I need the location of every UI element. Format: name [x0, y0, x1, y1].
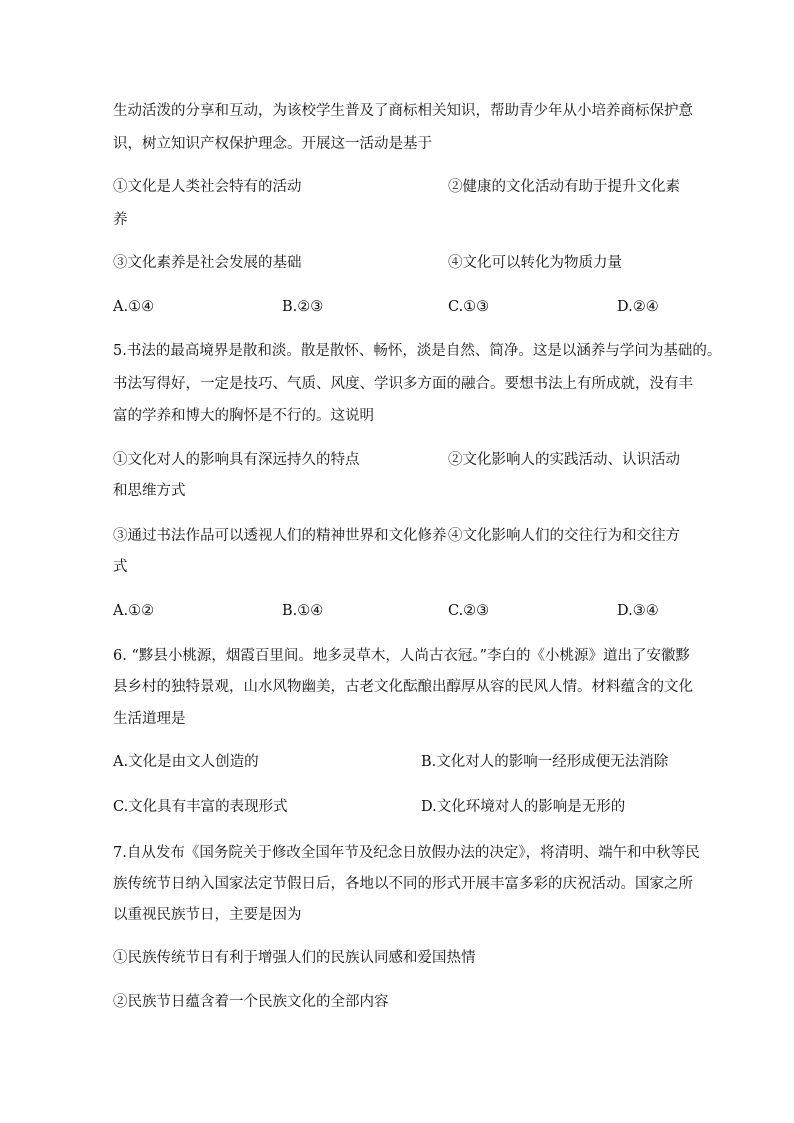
q5-statement-2: ②文化影响人的实践活动、认识活动	[448, 452, 680, 468]
q4-statement-2-cont: 养	[113, 212, 128, 228]
q5-statement-1: ①文化对人的影响具有深远持久的特点	[113, 452, 360, 468]
q6-option-a: A.文化是由文人创造的	[113, 754, 259, 770]
q7-stem-line-2: 族传统节日纳入国家法定节假日后，各地以不同的形式开展丰富多彩的庆祝活动。国家之所	[113, 876, 693, 892]
q4-statement-3: ③文化素养是社会发展的基础	[113, 255, 302, 271]
q7-statement-2: ②民族节日蕴含着一个民族文化的全部内容	[113, 994, 389, 1010]
q4-statement-1: ①文化是人类社会特有的活动	[113, 179, 302, 195]
q6-stem-line-2: 县乡村的独特景观，山水风物幽美，古老文化酝酿出醇厚从容的民风人情。材料蕴含的文化	[113, 679, 693, 695]
q7-stem-line-3: 以重视民族节日，主要是因为	[113, 907, 302, 923]
q7-stem-line-1: 7.自从发布《国务院关于修改全国年节及纪念日放假办法的决定》，将清明、端午和中秋等民	[113, 845, 700, 861]
q5-statement-4-cont: 式	[113, 559, 128, 575]
q4-option-c: C.①③	[448, 299, 490, 315]
q7-statement-1: ①民族传统节日有利于增强人们的民族认同感和爱国热情	[113, 950, 476, 966]
q5-stem-line-2: 书法写得好，一定是技巧、气质、风度、学识多方面的融合。要想书法上有所成就，没有丰	[113, 376, 693, 392]
q5-statement-3: ③通过书法作品可以透视人们的精神世界和文化修养	[113, 528, 447, 544]
q4-statement-4: ④文化可以转化为物质力量	[448, 255, 622, 271]
q4-statement-2: ②健康的文化活动有助于提升文化素	[448, 179, 680, 195]
intro-line-2: 识，树立知识产权保护理念。开展这一活动是基于	[113, 136, 432, 152]
intro-line-1: 生动活泼的分享和互动，为该校学生普及了商标相关知识，帮助青少年从小培养商标保护意	[113, 103, 693, 119]
q6-option-d: D.文化环境对人的影响是无形的	[421, 799, 626, 815]
q5-statement-2-cont: 和思维方式	[113, 483, 186, 499]
q5-stem-line-1: 5.书法的最高境界是散和淡。散是散怀、畅怀，淡是自然、简净。这是以涵养与学问为基础的。	[113, 343, 722, 359]
q5-option-b: B.①④	[282, 603, 324, 619]
q6-option-b: B.文化对人的影响一经形成便无法消除	[421, 754, 669, 770]
q5-option-a: A.①②	[113, 603, 155, 619]
q4-option-d: D.②④	[617, 299, 659, 315]
q6-stem-line-1: 6. “黟县小桃源，烟霞百里间。地多灵草木，人尚古衣冠。”李白的《小桃源》道出了安徽黟	[113, 648, 691, 664]
q4-option-b: B.②③	[282, 299, 324, 315]
q5-option-d: D.③④	[617, 603, 659, 619]
q6-stem-line-3: 生活道理是	[113, 711, 186, 727]
q5-option-c: C.②③	[448, 603, 490, 619]
q5-stem-line-3: 富的学养和博大的胸怀是不行的。这说明	[113, 408, 374, 424]
q6-option-c: C.文化具有丰富的表现形式	[113, 799, 288, 815]
q5-statement-4: ④文化影响人们的交往行为和交往方	[448, 528, 680, 544]
q4-option-a: A.①④	[113, 299, 155, 315]
